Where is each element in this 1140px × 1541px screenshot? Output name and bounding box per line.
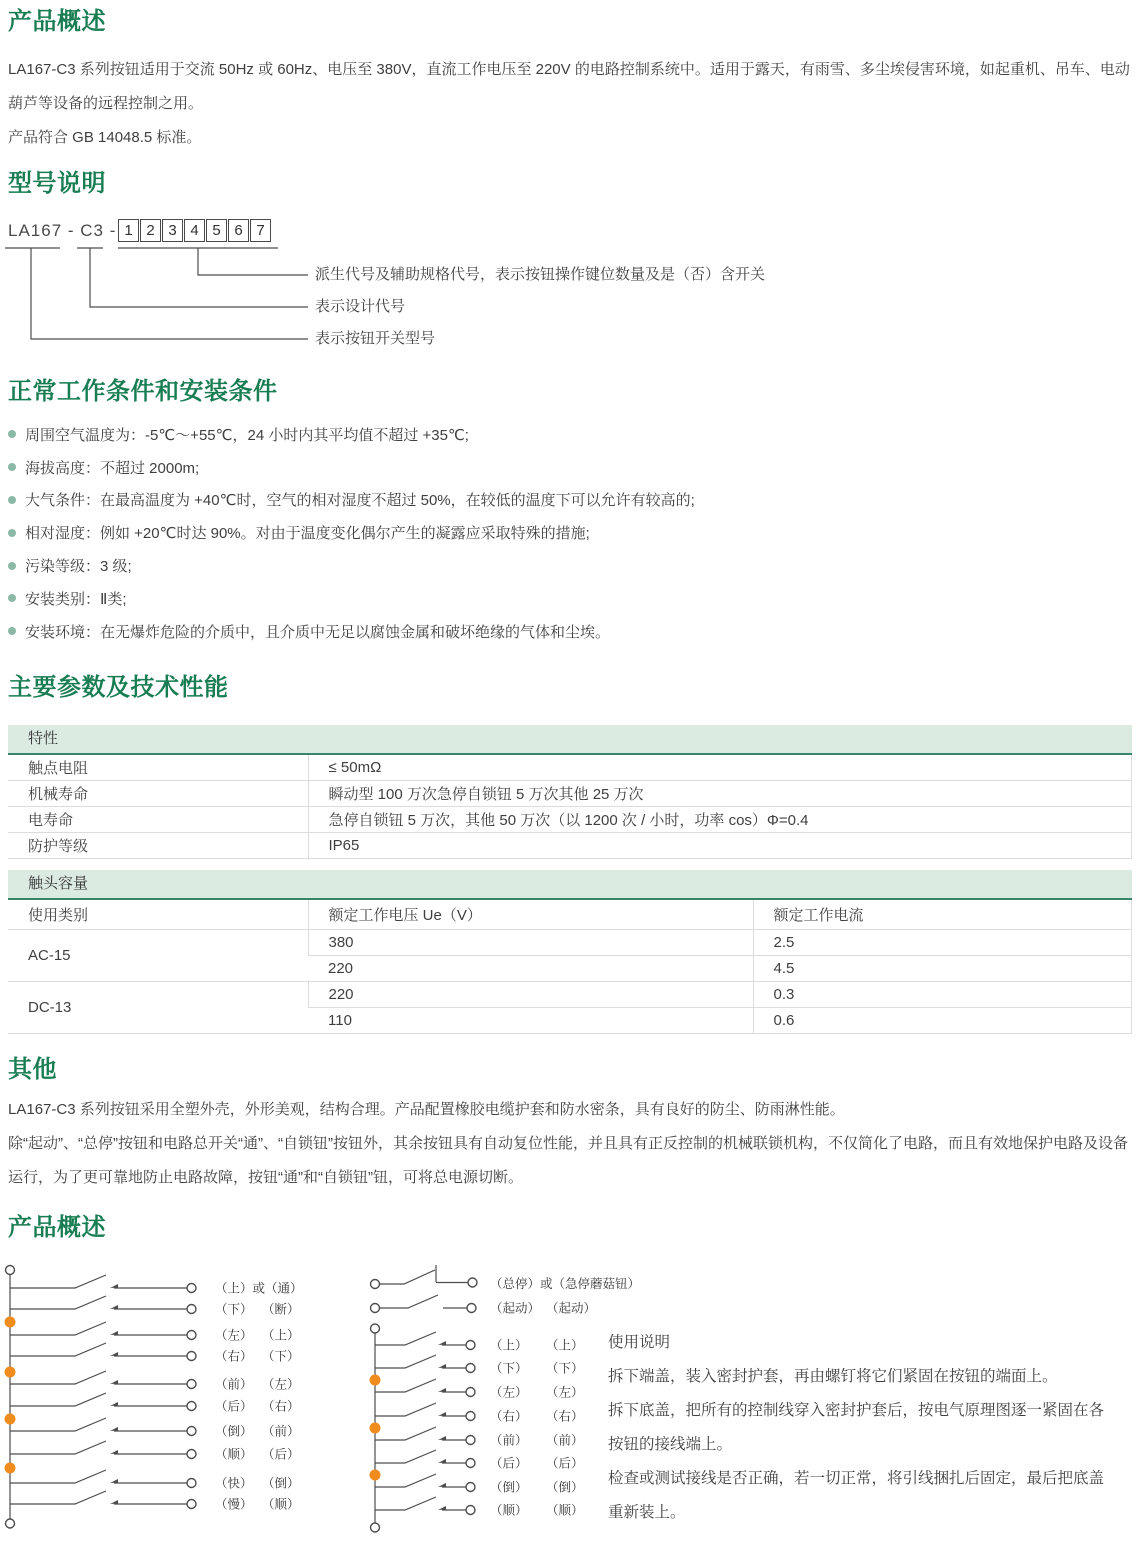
list-item	[8, 516, 695, 549]
model-digit-box: 4	[184, 219, 205, 242]
switch-label: （顺）	[546, 1503, 584, 1518]
switch-label: （后）	[262, 1447, 300, 1462]
voltage-cell: 220	[308, 956, 753, 982]
switch-label: （上）	[262, 1328, 300, 1343]
current-cell: 0.6	[753, 1008, 1132, 1034]
instruction-paragraph: 拆下底盖，把所有的控制线穿入密封护套后，按电气原理图逐一紧固在各按钮的接线端上。	[608, 1402, 1105, 1453]
characteristic-value: 瞬动型 100 万次急停自锁钮 5 万次其他 25 万次	[308, 781, 1132, 807]
switch-label: （起动）	[490, 1301, 541, 1316]
table-row	[8, 755, 1132, 781]
instruction-paragraph: 拆下端盖，装入密封护套，再由螺钉将它们紧固在按钮的端面上。	[608, 1368, 1058, 1385]
overview-paragraph-2: 产品符合 GB 14048.5 标准。	[8, 129, 202, 146]
other-paragraph-2: 除“起动”、“总停”按钮和电路总开关“通”、“自锁钮”按钮外，其余按钮具有自动复位性能，并且具有正反控制的机械联锁机构，不仅简化了电路，而且有效地保护电路及设备运行，为了更可靠地防止电路故障，按钮“通”和“自锁钮”钮，可将总电源切断。	[8, 1135, 1128, 1186]
overview-paragraph-1: LA167-C3 系列按钮适用于交流 50Hz 或 60Hz、电压至 380V，直流工作电压至 220V 的电路控制系统中。适用于露天，有雨雪、多尘埃侵害环境，如起重机、吊车、电动葫芦等设备的远程控制之用。	[8, 61, 1130, 112]
characteristic-value: IP65	[308, 833, 1132, 859]
switch-label: （上）	[546, 1338, 584, 1353]
switch-label: （上）	[490, 1338, 528, 1353]
switch-label: （左）	[262, 1377, 300, 1392]
characteristic-label: 电寿命	[8, 807, 308, 833]
conditions-list	[8, 418, 695, 648]
switch-label: （上）或（通）	[215, 1281, 303, 1296]
category-cell: DC-13	[8, 982, 308, 1034]
list-item	[8, 615, 695, 648]
terminal-circle-icon	[371, 1324, 380, 1333]
overview-paragraphs	[8, 53, 1134, 155]
switch-label: （顺）	[490, 1503, 528, 1518]
switch-label: （右）	[546, 1409, 584, 1424]
switch-label: （顺）	[215, 1447, 253, 1462]
table-row	[8, 930, 1132, 956]
switch-label: （快）	[215, 1476, 253, 1491]
list-item	[8, 582, 695, 615]
voltage-cell: 380	[308, 930, 753, 956]
bullet-dot-icon	[8, 562, 16, 570]
switch-label: （慢）	[215, 1497, 253, 1512]
model-digit-box: 2	[140, 219, 161, 242]
left-diagram-labels	[215, 1281, 303, 1512]
condition-text: 相对湿度：例如 +20℃时达 90%。对由于温度变化偶尔产生的凝露应采取特殊的措施;	[25, 525, 590, 543]
bullet-dot-icon	[8, 496, 16, 504]
table-contact-capacity-header	[8, 870, 1132, 900]
switch-label: （顺）	[262, 1497, 300, 1512]
switch-label: （左）	[215, 1328, 253, 1343]
characteristic-label: 防护等级	[8, 833, 308, 859]
voltage-cell: 220	[308, 982, 753, 1008]
terminal-circle-icon	[6, 1519, 15, 1528]
bullet-dot-icon	[8, 529, 16, 537]
switch-label: （后）	[490, 1456, 528, 1471]
table-row	[8, 807, 1132, 833]
current-cell: 2.5	[753, 930, 1132, 956]
switch-label: （断）	[262, 1302, 300, 1317]
terminal-circle-icon	[371, 1523, 380, 1532]
other-paragraph-1: LA167-C3 系列按钮采用全塑外壳，外形美观，结构合理。产品配置橡胶电缆护套和防水密条，具有良好的防尘、防雨淋性能。	[8, 1101, 845, 1118]
terminal-circle-icon	[6, 1266, 15, 1275]
heading-conditions: 正常工作条件和安装条件	[8, 378, 278, 405]
switch-label: （右）	[262, 1399, 300, 1414]
table-characteristics-header	[8, 725, 1132, 755]
bullet-dot-icon	[8, 627, 16, 635]
right-switch-rows	[375, 1332, 475, 1515]
switch-label: （下）	[546, 1361, 584, 1376]
bullet-dot-icon	[8, 594, 16, 602]
switch-label: （前）	[546, 1433, 584, 1448]
model-digit-box: 5	[206, 219, 227, 242]
switch-label: （右）	[490, 1409, 528, 1424]
switch-label: （下）	[490, 1361, 528, 1376]
voltage-cell: 110	[308, 1008, 753, 1034]
table-row	[8, 982, 1132, 1008]
characteristic-label: 机械寿命	[8, 781, 308, 807]
switch-label: （倒）	[546, 1480, 584, 1495]
switch-label: （左）	[490, 1385, 528, 1400]
heading-parameters: 主要参数及技术性能	[8, 674, 229, 701]
column-header: 额定工作电流	[753, 900, 1132, 930]
model-prefix-text: LA167 - C3 -	[8, 221, 117, 240]
switch-label: （后）	[215, 1399, 253, 1414]
current-cell: 0.3	[753, 982, 1132, 1008]
left-circuit-diagram	[5, 1266, 303, 1529]
switch-label: （起动）	[546, 1301, 597, 1316]
condition-text: 污染等级：3 级;	[25, 558, 132, 576]
table-row	[8, 833, 1132, 859]
characteristic-value: 急停自锁钮 5 万次，其他 50 万次（以 1200 次 / 小时，功率 cos）Φ=0.4	[308, 807, 1132, 833]
column-header: 额定工作电压 Ue（V）	[308, 900, 753, 930]
list-item	[8, 418, 695, 451]
model-label-switch-type: 表示按钮开关型号	[315, 330, 436, 347]
stop-switch-row	[371, 1265, 478, 1289]
contact-capacity-table	[8, 900, 1132, 1034]
switch-label: （前）	[262, 1424, 300, 1439]
condition-text: 大气条件：在最高温度为 +40℃时，空气的相对湿度不超过 50%，在较低的温度下可以允许有较高的;	[25, 492, 695, 510]
characteristics-table	[8, 755, 1132, 859]
category-cell: AC-15	[8, 930, 308, 982]
model-digit-box: 3	[162, 219, 183, 242]
condition-text: 安装环境：在无爆炸危险的介质中，且介质中无足以腐蚀金属和破坏绝缘的气体和尘埃。	[25, 623, 611, 641]
left-switch-rows	[10, 1275, 196, 1509]
model-digit-box: 7	[250, 219, 271, 242]
condition-text: 安装类别：Ⅱ类;	[25, 590, 127, 608]
heading-other: 其他	[8, 1056, 57, 1083]
characteristic-label: 触点电阻	[8, 755, 308, 781]
switch-label: （倒）	[215, 1424, 253, 1439]
switch-label: （倒）	[490, 1480, 528, 1495]
switch-label: （总停）或（急停蘑菇钮）	[490, 1277, 641, 1291]
right-circuit-diagram	[370, 1265, 641, 1532]
heading-product-overview: 产品概述	[8, 8, 106, 35]
model-label-design-code: 表示设计代号	[315, 298, 406, 315]
usage-instructions	[608, 1326, 1108, 1530]
switch-label: （倒）	[262, 1476, 300, 1491]
switch-label: （后）	[546, 1456, 584, 1471]
table-row	[8, 781, 1132, 807]
characteristic-value: ≤ 50mΩ	[308, 755, 1132, 781]
switch-label: （前）	[215, 1377, 253, 1392]
heading-model-designation: 型号说明	[8, 170, 106, 197]
model-digit-box: 6	[228, 219, 249, 242]
switch-label: （下）	[262, 1349, 300, 1364]
other-paragraphs	[8, 1093, 1136, 1195]
bullet-dot-icon	[8, 430, 16, 438]
condition-text: 海拔高度：不超过 2000m;	[25, 459, 200, 477]
instructions-title: 使用说明	[608, 1334, 671, 1351]
column-header: 使用类别	[8, 900, 308, 930]
model-designation-diagram	[0, 215, 900, 365]
condition-text: 周围空气温度为：-5℃～+55℃，24 小时内其平均值不超过 +35℃;	[25, 426, 469, 444]
table-title: 触头容量	[28, 875, 89, 892]
start-switch-row	[371, 1295, 477, 1313]
heading-overview-2: 产品概述	[8, 1214, 106, 1241]
list-item	[8, 484, 695, 517]
switch-label: （左）	[546, 1385, 584, 1400]
circuit-diagrams-section	[0, 1262, 1140, 1541]
switch-label: （前）	[490, 1433, 528, 1448]
table-header-row	[8, 900, 1132, 930]
model-connector-lines	[0, 215, 900, 365]
table-title: 特性	[28, 730, 59, 747]
bullet-dot-icon	[8, 463, 16, 471]
list-item	[8, 451, 695, 484]
switch-label: （右）	[215, 1349, 253, 1364]
current-cell: 4.5	[753, 956, 1132, 982]
model-digit-box: 1	[118, 219, 139, 242]
list-item	[8, 549, 695, 582]
model-label-derivation: 派生代号及辅助规格代号，表示按钮操作键位数量及是（否）含开关	[315, 266, 766, 283]
switch-label: （下）	[215, 1302, 253, 1317]
instruction-paragraph: 检查或测试接线是否正确，若一切正常，将引线捆扎后固定，最后把底盖重新装上。	[608, 1470, 1105, 1521]
